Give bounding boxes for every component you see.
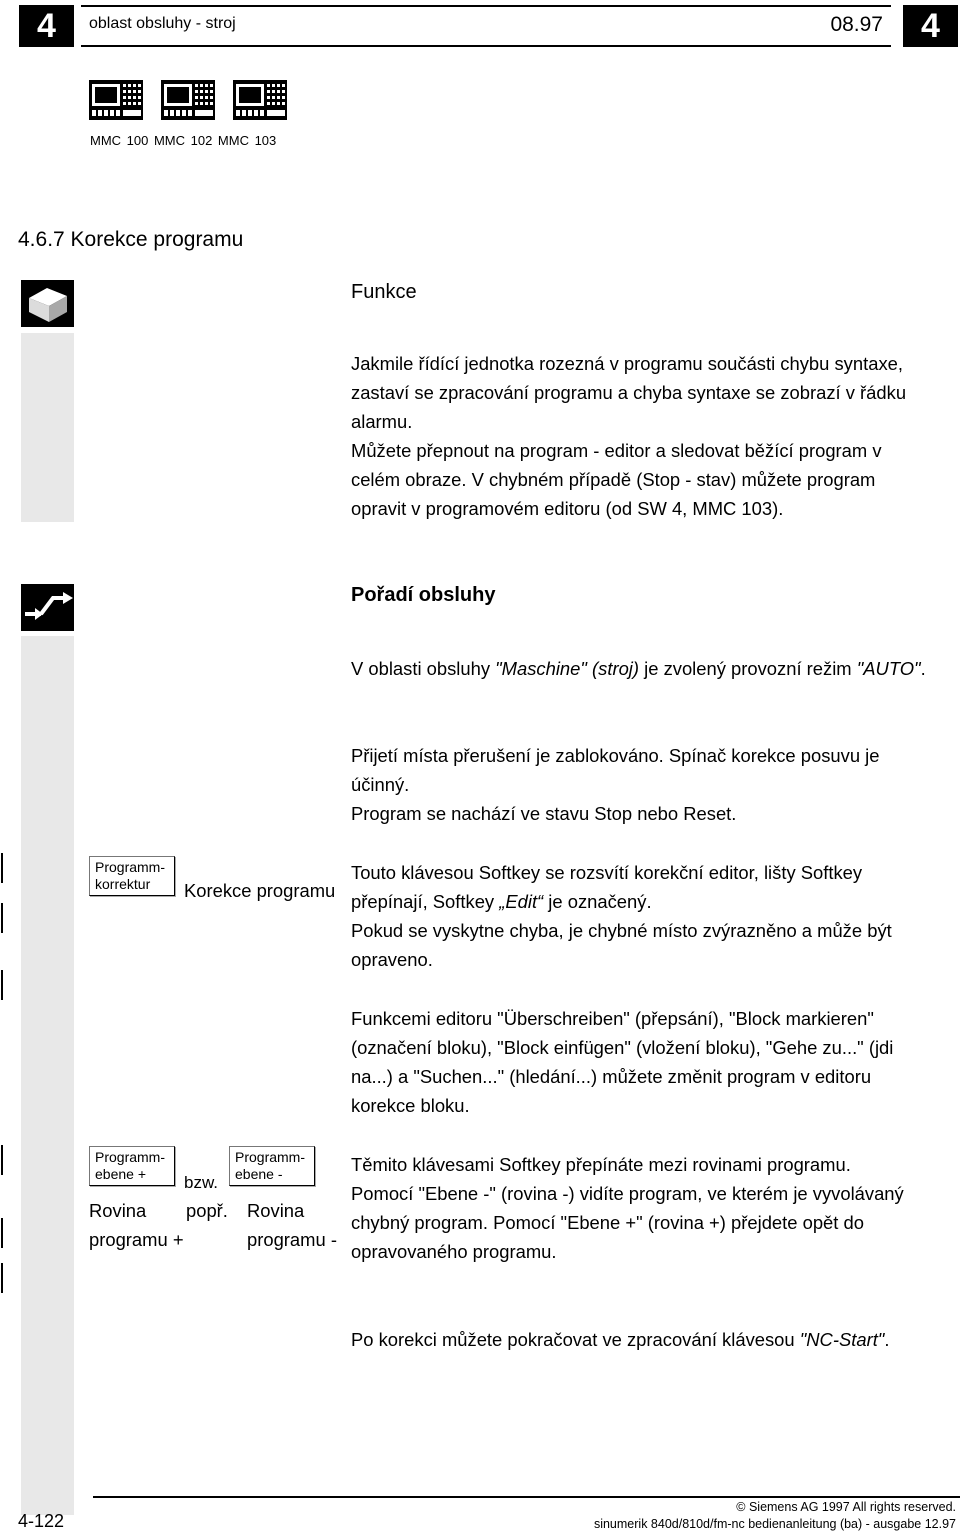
change-bar [1, 903, 3, 933]
chapter-number-right: 4 [903, 5, 958, 47]
footer-document: sinumerik 840d/810d/fm-nc bedienanleitung (ba) - ausgabe 12.97 [593, 1517, 956, 1531]
softkey-label: ebene - [235, 1166, 283, 1182]
text-line: Funkcemi editoru "Überschreiben" (přepsání), "Block markieren" [351, 1008, 874, 1029]
ebene-text [351, 1150, 951, 1266]
programm-ebene-minus-softkey[interactable] [229, 1146, 315, 1186]
change-bar [1, 970, 3, 1000]
softkey-caption: Korekce programu [184, 880, 336, 901]
softkey-label: Programm- [95, 859, 166, 875]
final-text [351, 1325, 951, 1354]
text-line: Přijetí místa přerušení je zablokováno. Spínač korekce posuvu je [351, 745, 880, 766]
programm-ebene-plus-softkey[interactable] [89, 1146, 175, 1186]
text-line: Touto klávesou Softkey se rozsvítí korekční editor, lišty Softkey [351, 862, 863, 883]
funkce-sidebar [21, 333, 74, 522]
poradi-heading: Pořadí obsluhy [351, 584, 496, 606]
text-segment-italic: „Edit“ [499, 891, 544, 912]
text-segment-italic: "Maschine" (stroj) [495, 658, 640, 679]
text-line: opravit v programovém editoru (od SW 4, MMC 103). [351, 498, 784, 519]
text-line: Pokud se vyskytne chyba, je chybné místo zvýrazněno a může být [351, 920, 892, 941]
bzw-label: bzw. [184, 1173, 219, 1192]
text-segment: . [920, 658, 926, 679]
page-number: 4-122 [18, 1511, 65, 1531]
text-line: opraveno. [351, 949, 433, 970]
text-line: na...) a "Suchen..." (hledání...) můžete změnit program v editoru [351, 1066, 872, 1087]
text-line: Program se nachází ve stavu Stop nebo Reset. [351, 803, 737, 824]
caption-line: programu - [247, 1229, 337, 1250]
text-segment: je zvolený provozní režim [639, 658, 857, 679]
text-line: opravovaného programu. [351, 1241, 557, 1262]
text-line: alarmu. [351, 411, 413, 432]
caption-line: programu + [89, 1229, 184, 1250]
funkce-text [351, 349, 951, 523]
rovina-plus-caption [89, 1196, 184, 1254]
text-line: Můžete přepnout na program - editor a sledovat běžící program v [351, 440, 882, 461]
header-title: oblast obsluhy - stroj [89, 15, 236, 32]
mmc-labels: MMC 100 MMC 102 MMC 103 [90, 133, 277, 148]
footer-divider [93, 1496, 960, 1498]
text-line: korekce bloku. [351, 1095, 470, 1116]
change-bar [1, 1263, 3, 1293]
caption-line: Rovina [247, 1200, 305, 1221]
softkey-label: ebene + [95, 1166, 146, 1182]
text-line: chybný program. Pomocí "Ebene +" (rovina +) přejdete opět do [351, 1212, 864, 1233]
korrektur-text [351, 858, 951, 974]
text-line: celém obraze. V chybném případě (Stop - stav) můžete program [351, 469, 876, 490]
cube-icon [21, 280, 74, 327]
chapter-number-left: 4 [19, 5, 74, 47]
text-line: Těmito klávesami Softkey přepínáte mezi rovinami programu. [351, 1154, 851, 1175]
change-bar [1, 853, 3, 883]
softkey-label: Programm- [95, 1149, 166, 1165]
monitor-keyboard-icon [233, 80, 287, 120]
text-segment-italic: "AUTO" [856, 658, 921, 679]
change-bar [1, 1145, 3, 1175]
text-line [351, 887, 951, 916]
text-segment: Po korekci můžete pokračovat ve zpracování klávesou [351, 1329, 800, 1350]
text-line: účinný. [351, 774, 410, 795]
text-segment: přepínají, Softkey [351, 891, 500, 912]
funkce-heading: Funkce [351, 281, 417, 303]
change-bar [1, 1218, 3, 1248]
softkey-label: Programm- [235, 1149, 306, 1165]
footer-copyright: © Siemens AG 1997 All rights reserved. [736, 1500, 956, 1514]
text-line: Pomocí "Ebene -" (rovina -) vidíte program, ve kterém je vyvolávaný [351, 1183, 904, 1204]
text-line: zastaví se zpracování programu a chyba syntaxe se zobrazí v řádku [351, 382, 907, 403]
popr-label: popř. [186, 1200, 228, 1221]
section-title: 4.6.7 Korekce programu [18, 228, 244, 251]
editor-functions-text [351, 1004, 951, 1120]
programm-korrektur-softkey[interactable] [89, 856, 175, 896]
text-segment: . [884, 1329, 890, 1350]
poradi-block2 [351, 741, 951, 828]
sequence-arrows-icon [21, 584, 74, 631]
rovina-minus-caption [247, 1196, 337, 1254]
page-header [81, 5, 891, 47]
text-segment: je označený. [543, 891, 652, 912]
poradi-sidebar [21, 636, 74, 1515]
text-line: Jakmile řídící jednotka rozezná v programu součásti chybu syntaxe, [351, 353, 903, 374]
text-segment: V oblasti obsluhy [351, 658, 496, 679]
text-line: (označení bloku), "Block einfügen" (vložení bloku), "Gehe zu..." (jdi [351, 1037, 894, 1058]
poradi-line1 [351, 654, 951, 683]
softkey-label: korrektur [95, 876, 151, 892]
text-segment-italic: "NC-Start" [799, 1329, 885, 1350]
monitor-keyboard-icon [161, 80, 215, 120]
header-date: 08.97 [830, 13, 883, 36]
caption-line: Rovina [89, 1200, 147, 1221]
monitor-keyboard-icon [89, 80, 143, 120]
